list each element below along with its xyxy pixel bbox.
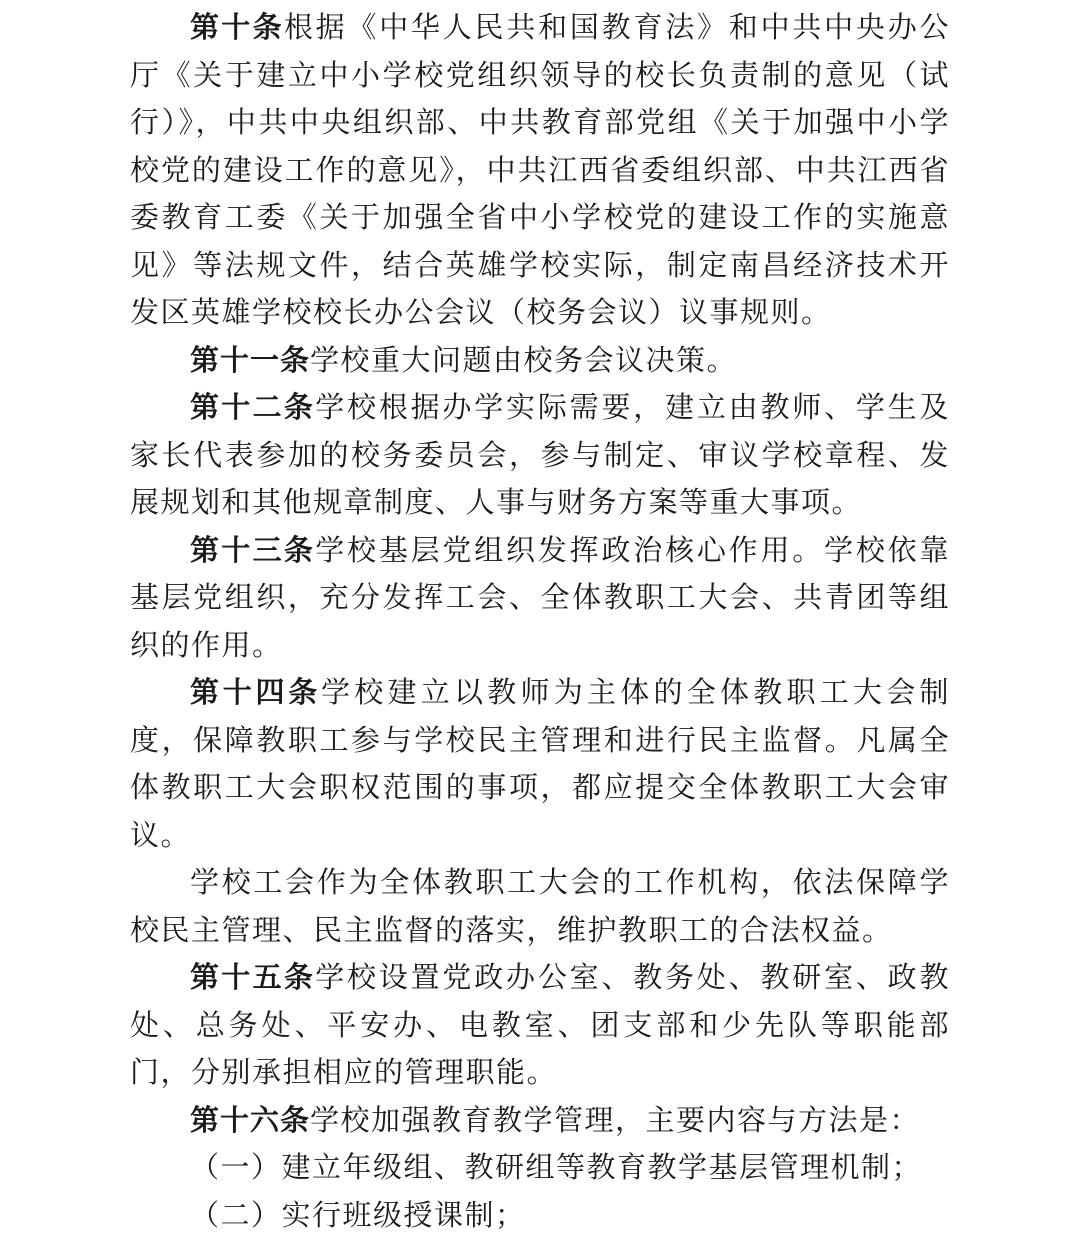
article-number: 第十条: [190, 10, 284, 44]
article-text: 学校基层党组织发挥政治核心作用。学校依靠基层党组织，充分发挥工会、全体教职工大会、共青团等组织的作用。: [130, 533, 950, 662]
article-text: 学校加强教育教学管理，主要内容与方法是：: [310, 1103, 920, 1137]
article-number: 第十二条: [190, 390, 315, 424]
article-text: 学校重大问题由校务会议决策。: [310, 343, 737, 377]
article-13-paragraph: [130, 527, 950, 670]
article-11-paragraph: [130, 337, 950, 385]
article-text: 学校建立以教师为主体的全体教职工大会制度，保障教职工参与学校民主管理和进行民主监督。凡属全体教职工大会职权范围的事项，都应提交全体教职工大会审议。: [130, 675, 950, 852]
article-text: 学校设置党政办公室、教务处、教研室、政教处、总务处、平安办、电教室、团支部和少先队等职能部门，分别承担相应的管理职能。: [130, 960, 950, 1089]
document-page: [130, 4, 950, 1239]
list-item-text: （一）建立年级组、教研组等教育教学基层管理机制；: [190, 1150, 922, 1184]
article-number: 第十六条: [190, 1103, 310, 1137]
list-item-text: （二）实行班级授课制；: [190, 1198, 526, 1232]
article-number: 第十一条: [190, 343, 310, 377]
list-item-2: [130, 1192, 950, 1239]
article-text: 学校根据办学实际需要，建立由教师、学生及家长代表参加的校务委员会，参与制定、审议学校章程、发展规划和其他规章制度、人事与财务方案等重大事项。: [130, 390, 950, 519]
article-12-paragraph: [130, 384, 950, 527]
union-paragraph: [130, 859, 950, 954]
article-text: 根据《中华人民共和国教育法》和中共中央办公厅《关于建立中小学校党组织领导的校长负责制的意见（试行）》，中共中央组织部、中共教育部党组《关于加强中小学校党的建设工作的意见》，中共江西省委组织部、中共江西省委教育工委《关于加强全省中小学校党的建设工作的实施意见》等法规文件，结合英雄学校实际，制定南昌经济技术开发区英雄学校校长办公会议（校务会议）议事规则。: [130, 10, 950, 329]
article-number: 第十四条: [190, 675, 321, 709]
article-14-paragraph: [130, 669, 950, 859]
article-15-paragraph: [130, 954, 950, 1097]
list-item-1: [130, 1144, 950, 1192]
paragraph-text: 学校工会作为全体教职工大会的工作机构，依法保障学校民主管理、民主监督的落实，维护教职工的合法权益。: [130, 865, 950, 947]
article-number: 第十五条: [190, 960, 315, 994]
article-10-paragraph: [130, 4, 950, 337]
article-number: 第十三条: [190, 533, 315, 567]
